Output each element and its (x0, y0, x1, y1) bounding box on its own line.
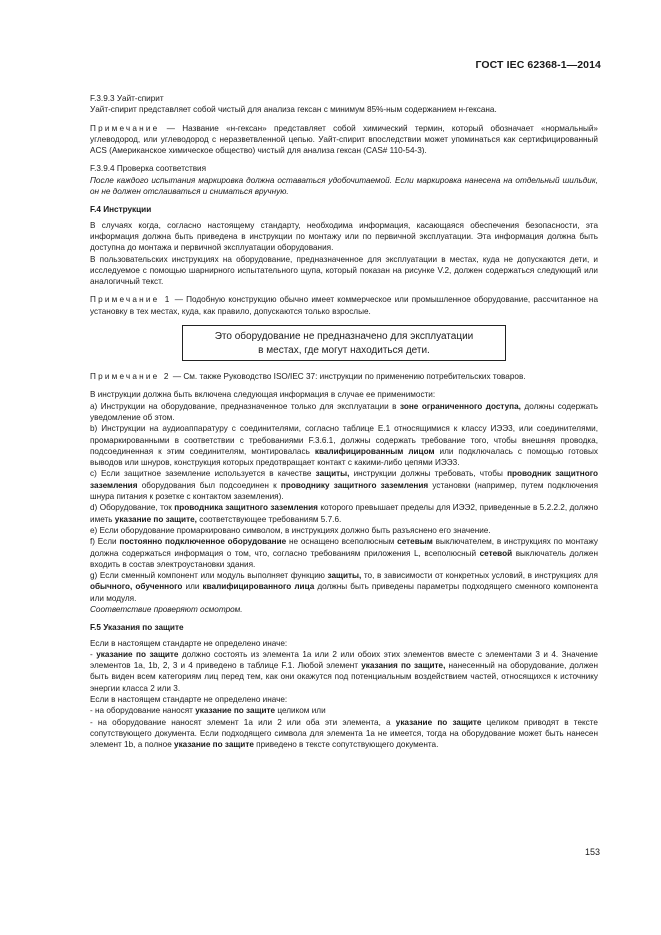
note-text: — См. также Руководство ISO/IEC 37: инструкции по применению потребительских товаров. (170, 372, 526, 382)
list-item: - указание по защите должно состоять из элемента 1а или 2 или обоих этих элементов вместе с элементами 3 и 4. Значение элементов 1а, 1b, 2, 3 и 4 приведено в таблице F.1. Любой элемент указания по защите, нанесенный на оборудование, должен быть виден всем категориям лиц перед тем, как они окажутся под потенциальным воздействием частей, относящихся к источнику энергии класса 2 или 3. (90, 649, 598, 693)
section-f394-title: F.3.9.4 Проверка соответствия (90, 164, 207, 174)
list-item: - на оборудование наносят указание по защите целиком или (90, 706, 326, 716)
list-item-e: e) Если оборудование промаркировано символом, в инструкциях должно быть разъяснено его значение. (90, 525, 491, 535)
paragraph: После каждого испытания маркировка должна оставаться удобочитаемой. Если маркировка нанесена на отдельный шильдик, он не должен отслаиваться и сниматься вручную. (90, 175, 598, 197)
section-f4-title: F.4 Инструкции (90, 205, 152, 215)
note-label: Примечание 1 (90, 295, 172, 305)
list-item-c: c) Если защитное заземление используется в качестве защиты, инструкции должны требовать, чтобы проводник защитного заземления оборудования был подсоединен к проводнику защитного заземления установки (например, путем подключения шнура питания к розетке с контактом заземления). (90, 469, 599, 502)
note-text: — Название «н-гексан» представляет собой химический термин, который обозначает «нормальный» углеводород, или углеводород с неразветвленной цепью. Уайт-спирит впоследствии может упоминаться как сертифицированный ACS (Американское химическое общество) чистый для анализа гексан (CAS# 110-54-3). (90, 123, 598, 156)
list-item-d: d) Оборудование, ток проводника защитного заземления которого превышает пределы для ИЭЭ2, приведенные в 5.2.2.2, должно иметь указание по защите, соответствующее требованиям 5.7.6. (90, 503, 598, 524)
list-item-f: f) Если постоянно подключенное оборудование не оснащено всеполюсным сетевым выключателем, в инструкциях по монтажу должна содержаться информация о том, что, согласно требованиям приложения L, всеполюсный сетевой выключатель должен входить в состав электроустановки здания. (90, 537, 598, 569)
note-text: — Подобную конструкцию обычно имеет коммерческое или промышленное оборудование, рассчитанное на установку в тех местах, куда, как правило, допускаются только взрослые. (90, 295, 599, 316)
document-header: ГОСТ IEC 62368-1—2014 (475, 59, 601, 71)
warning-line: Это оборудование не предназначено для эксплуатации (214, 331, 474, 343)
paragraph: В пользовательских инструкциях на оборудование, предназначенное для эксплуатации в местах, куда не допускаются дети, и исследуемое с помощью шарнирного испытательного щупа, который показан на рисунке V.2, должен содержаться следующий или аналогичный текст. (90, 254, 598, 287)
warning-box (182, 325, 506, 361)
paragraph: Уайт-спирит представляет собой чистый для анализа гексан с минимум 85%-ным содержанием н-гексана. (90, 105, 497, 115)
paragraph: В инструкции должна быть включена следующая информация в случае ее применимости: (90, 390, 436, 400)
list-item-g: g) Если сменный компонент или модуль выполняет функцию защиты, то, в зависимости от конкретных условий, в инструкциях для обычного, обученного или квалифицированного лица должны быть приведены параметры подходящего сменного компонента или модуля. (90, 571, 598, 603)
paragraph: В случаях когда, согласно настоящему стандарту, необходима информация, касающаяся обеспечения безопасности, эта информация должна быть приведена в инструкции по монтажу или по первичной эксплуатации. Эта информация должна быть доступна до монтажа и первичной эксплуатации оборудования. (90, 220, 598, 253)
note-label: Примечание 2 (90, 372, 171, 382)
list-item-b: b) Инструкции на аудиоаппаратуру с соединителями, согласно таблице Е.1 относящимися к классу ИЭЭ3, или соединителями, промаркированными в соответствии с требованиями F.3.6.1, должны содержать требование того, чтобы внешняя проводка, подсоединенная к этим соединителям, монтировалась квалифицированным лицом или подключалась с помощью готовых выводов или шнуров, конструкция которых предотвращает контакт с какими-либо цепями ИЭЭ3. (90, 424, 598, 468)
compliance-note: Соответствие проверяют осмотром. (90, 604, 243, 614)
warning-line: в местах, где могут находиться дети. (258, 344, 430, 356)
paragraph: Если в настоящем стандарте не определено иначе: (90, 638, 288, 648)
list-item: - на оборудование наносят элемент 1а или 2 или оба эти элемента, а указание по защите целиком приводят в тексте сопутствующего документа. Если подходящего символа для элемента 1а не имеется, тогда на оборудование может быть нанесен элемент 1b, а полное указание по защите приведено в тексте сопутствующего документа. (90, 717, 598, 750)
page-content (90, 93, 598, 751)
section-f5-title: F.5 Указания по защите (90, 623, 184, 633)
page-number: 153 (584, 847, 600, 857)
list-item-a: a) Инструкции на оборудование, предназначенное только для эксплуатации в зоне ограниченного доступа, должны содержать уведомление об этом. (90, 401, 599, 422)
section-f393-title: F.3.9.3 Уайт-спирит (90, 94, 164, 103)
note-label: Примечание (90, 123, 160, 133)
paragraph: Если в настоящем стандарте не определено иначе: (90, 695, 288, 705)
note (90, 371, 598, 382)
note (90, 123, 598, 157)
note (90, 294, 598, 317)
